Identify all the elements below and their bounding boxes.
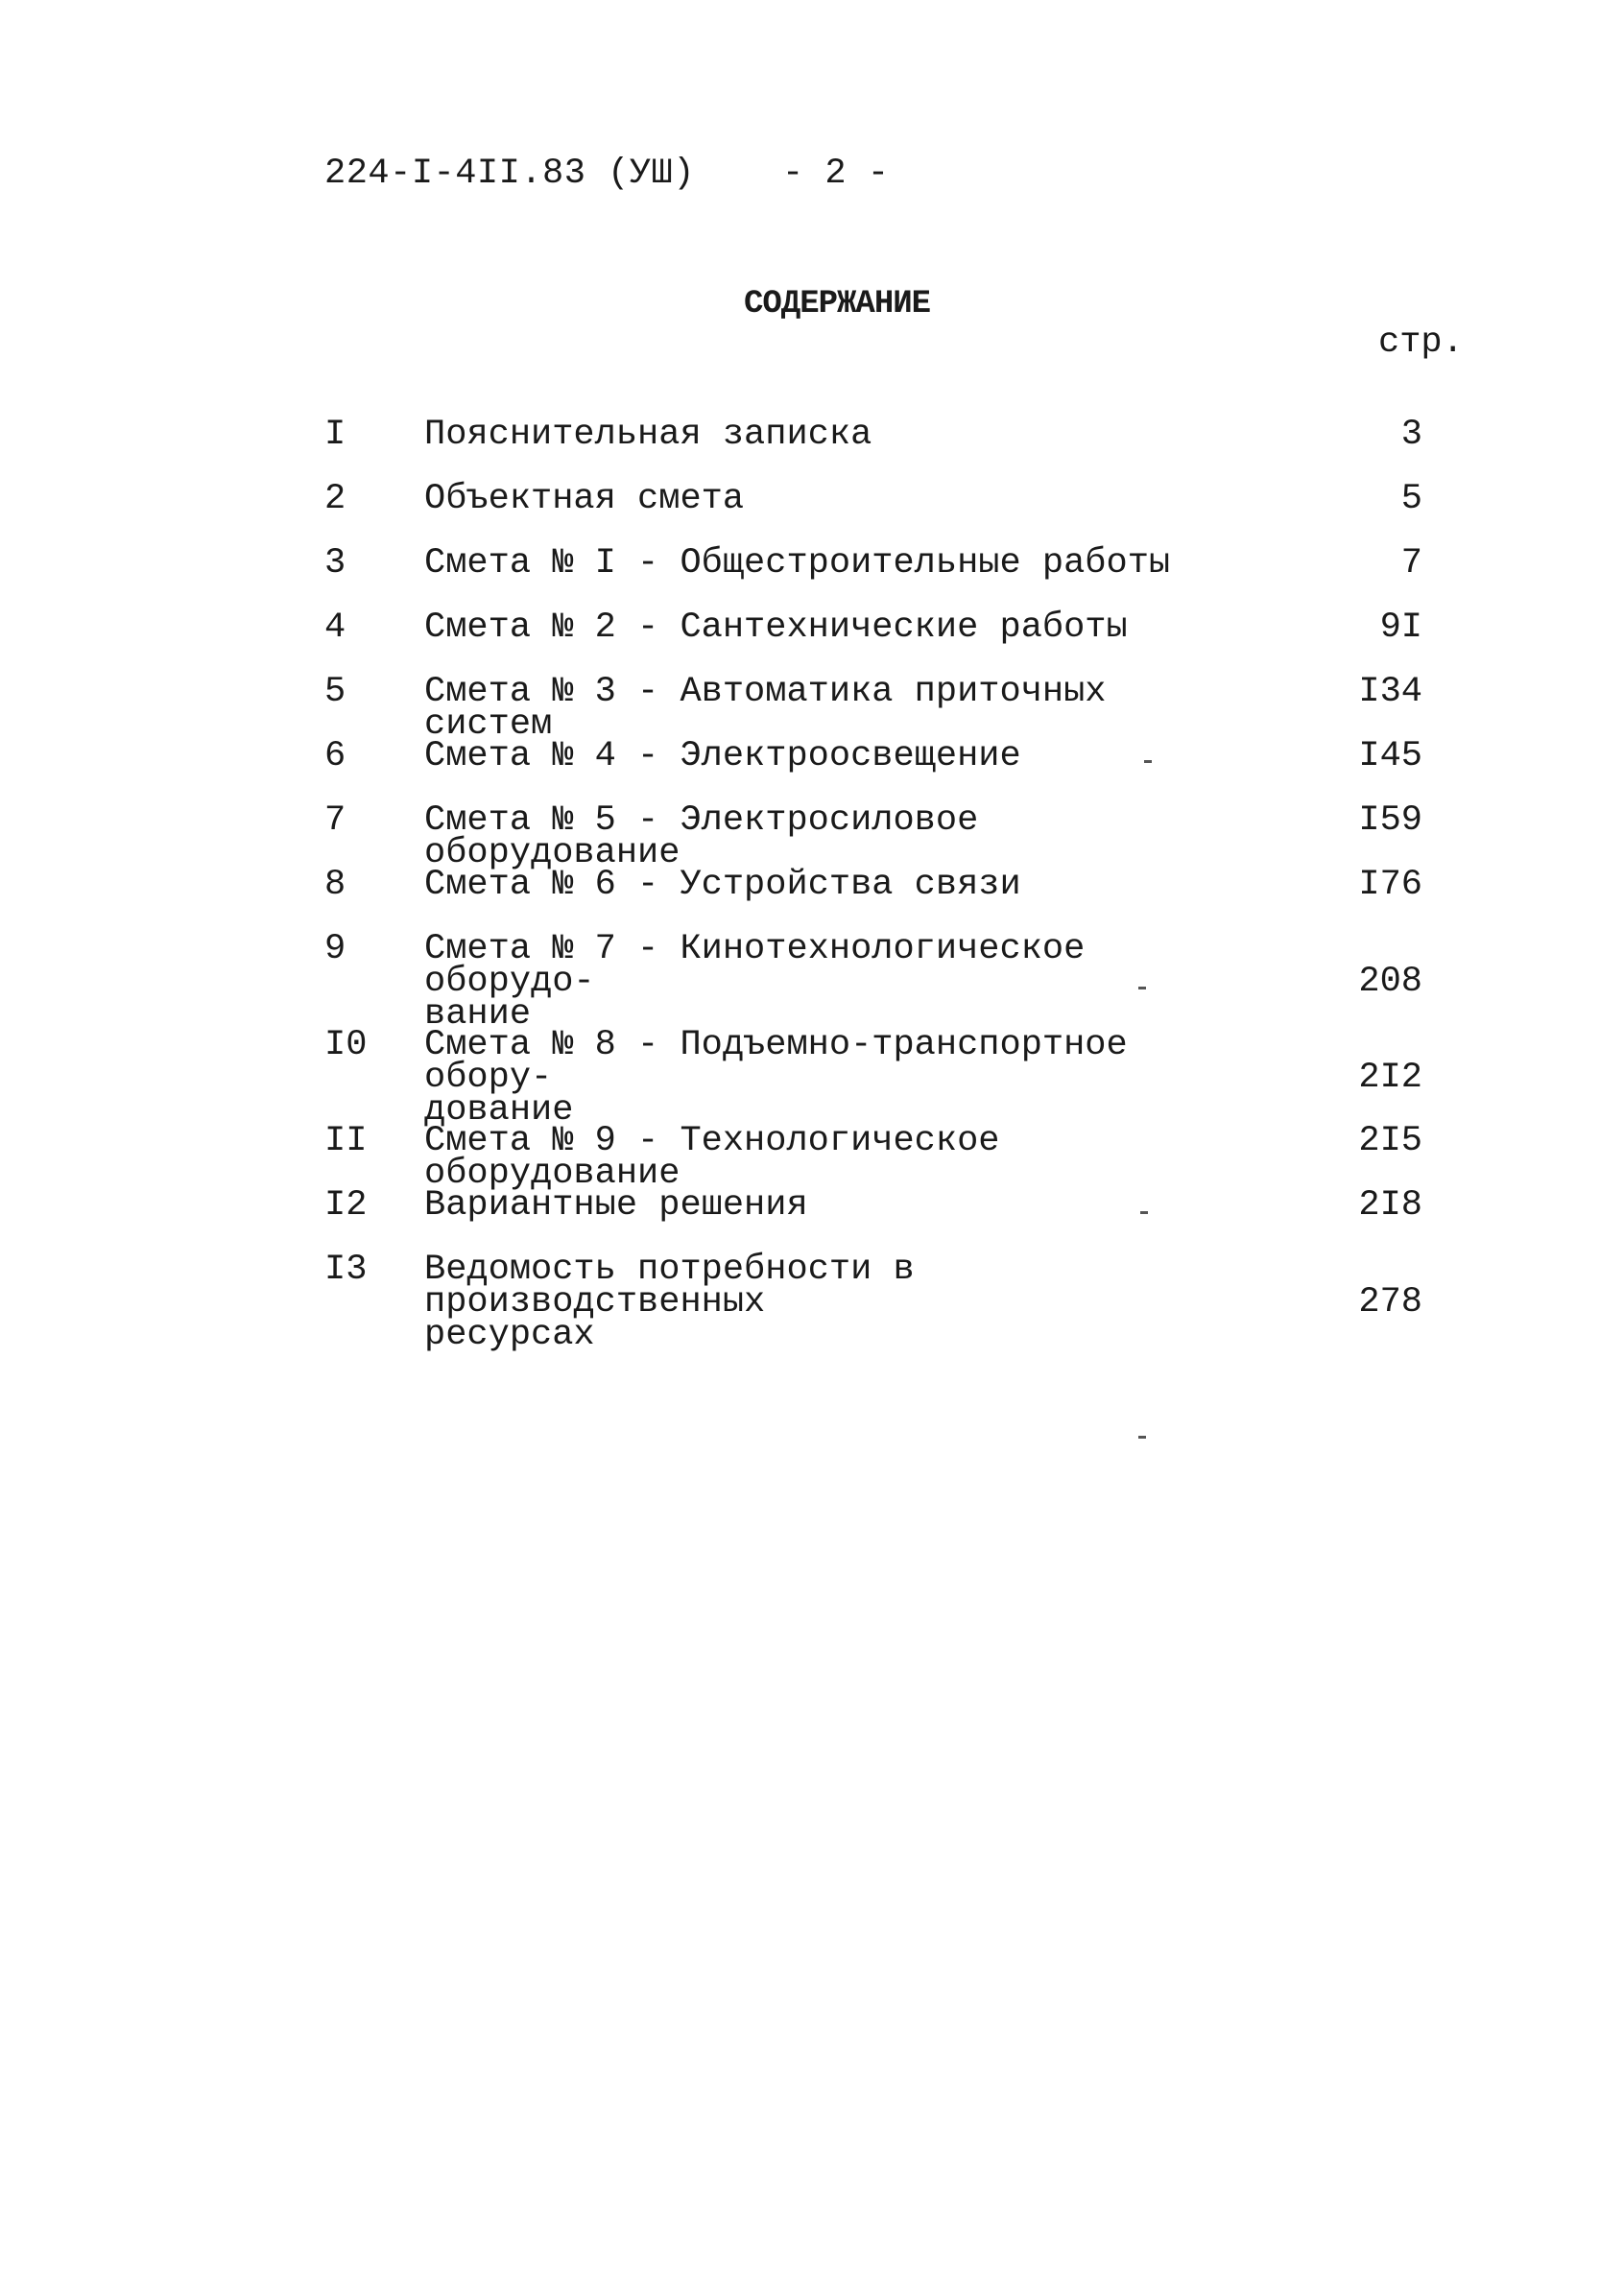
toc-item-page: 7 <box>1400 543 1422 584</box>
toc-item-page: I34 <box>1358 672 1422 712</box>
toc-item-title: Объектная смета <box>424 479 745 519</box>
toc-item-title: Смета № 6 - Устройства связи <box>424 865 1021 905</box>
toc-item-number: I2 <box>324 1185 368 1226</box>
document-code: 224-I-4II.83 (УШ) <box>324 154 695 194</box>
toc-item-number: I <box>324 415 346 455</box>
toc-item-page: 5 <box>1400 479 1422 519</box>
toc-item-number: I0 <box>324 1025 368 1065</box>
toc-item-title: Пояснительная записка <box>424 415 872 455</box>
toc-item-title: Смета № 9 - Технологическое оборудование <box>424 1121 1000 1194</box>
toc-item-number: 9 <box>324 929 346 969</box>
toc-item-number: 4 <box>324 608 346 648</box>
toc-item-title: Смета № 5 - Электросиловое оборудование <box>424 800 979 873</box>
toc-item-number: 5 <box>324 672 346 712</box>
scan-speck <box>1140 1211 1148 1214</box>
toc-item-title: Смета № 2 - Сантехнические работы <box>424 608 1128 648</box>
toc-title: СОДЕРЖАНИЕ <box>744 286 931 322</box>
toc-item-number: 2 <box>324 479 346 519</box>
toc-item-page: 278 <box>1358 1282 1422 1323</box>
toc-item-page: I45 <box>1358 736 1422 776</box>
toc-item-title: Смета № I - Общестроительные работы <box>424 543 1171 584</box>
toc-item-page: 9I <box>1379 608 1422 648</box>
toc-item-title: Вариантные решения <box>424 1185 808 1226</box>
toc-item-title: Ведомость потребности в производственных ресурсах <box>424 1250 915 1355</box>
toc-item-page: 2I2 <box>1358 1058 1422 1098</box>
toc-item-title: Смета № 8 - Подъемно-транспортное обору- дование <box>424 1025 1128 1131</box>
toc-item-page: 2I8 <box>1358 1185 1422 1226</box>
toc-item-number: I3 <box>324 1250 368 1290</box>
page-number: - 2 - <box>782 154 890 194</box>
scan-speck <box>1138 1436 1146 1439</box>
toc-item-number: II <box>324 1121 368 1161</box>
page-column-label: стр. <box>1378 322 1464 363</box>
toc-item-title: Смета № 7 - Кинотехнологическое оборудо- вание <box>424 929 1086 1035</box>
scan-speck <box>1138 987 1146 989</box>
toc-item-number: 6 <box>324 736 346 776</box>
toc-item-title: Смета № 4 - Электроосвещение <box>424 736 1021 776</box>
toc-item-page: 208 <box>1358 962 1422 1002</box>
toc-item-page: I59 <box>1358 800 1422 841</box>
toc-item-page: 3 <box>1400 415 1422 455</box>
toc-item-page: 2I5 <box>1358 1121 1422 1161</box>
toc-item-number: 3 <box>324 543 346 584</box>
toc-item-page: I76 <box>1358 865 1422 905</box>
toc-item-title: Смета № 3 - Автоматика приточных систем <box>424 672 1107 745</box>
scan-speck <box>1144 760 1152 763</box>
toc-item-number: 7 <box>324 800 346 841</box>
toc-item-number: 8 <box>324 865 346 905</box>
